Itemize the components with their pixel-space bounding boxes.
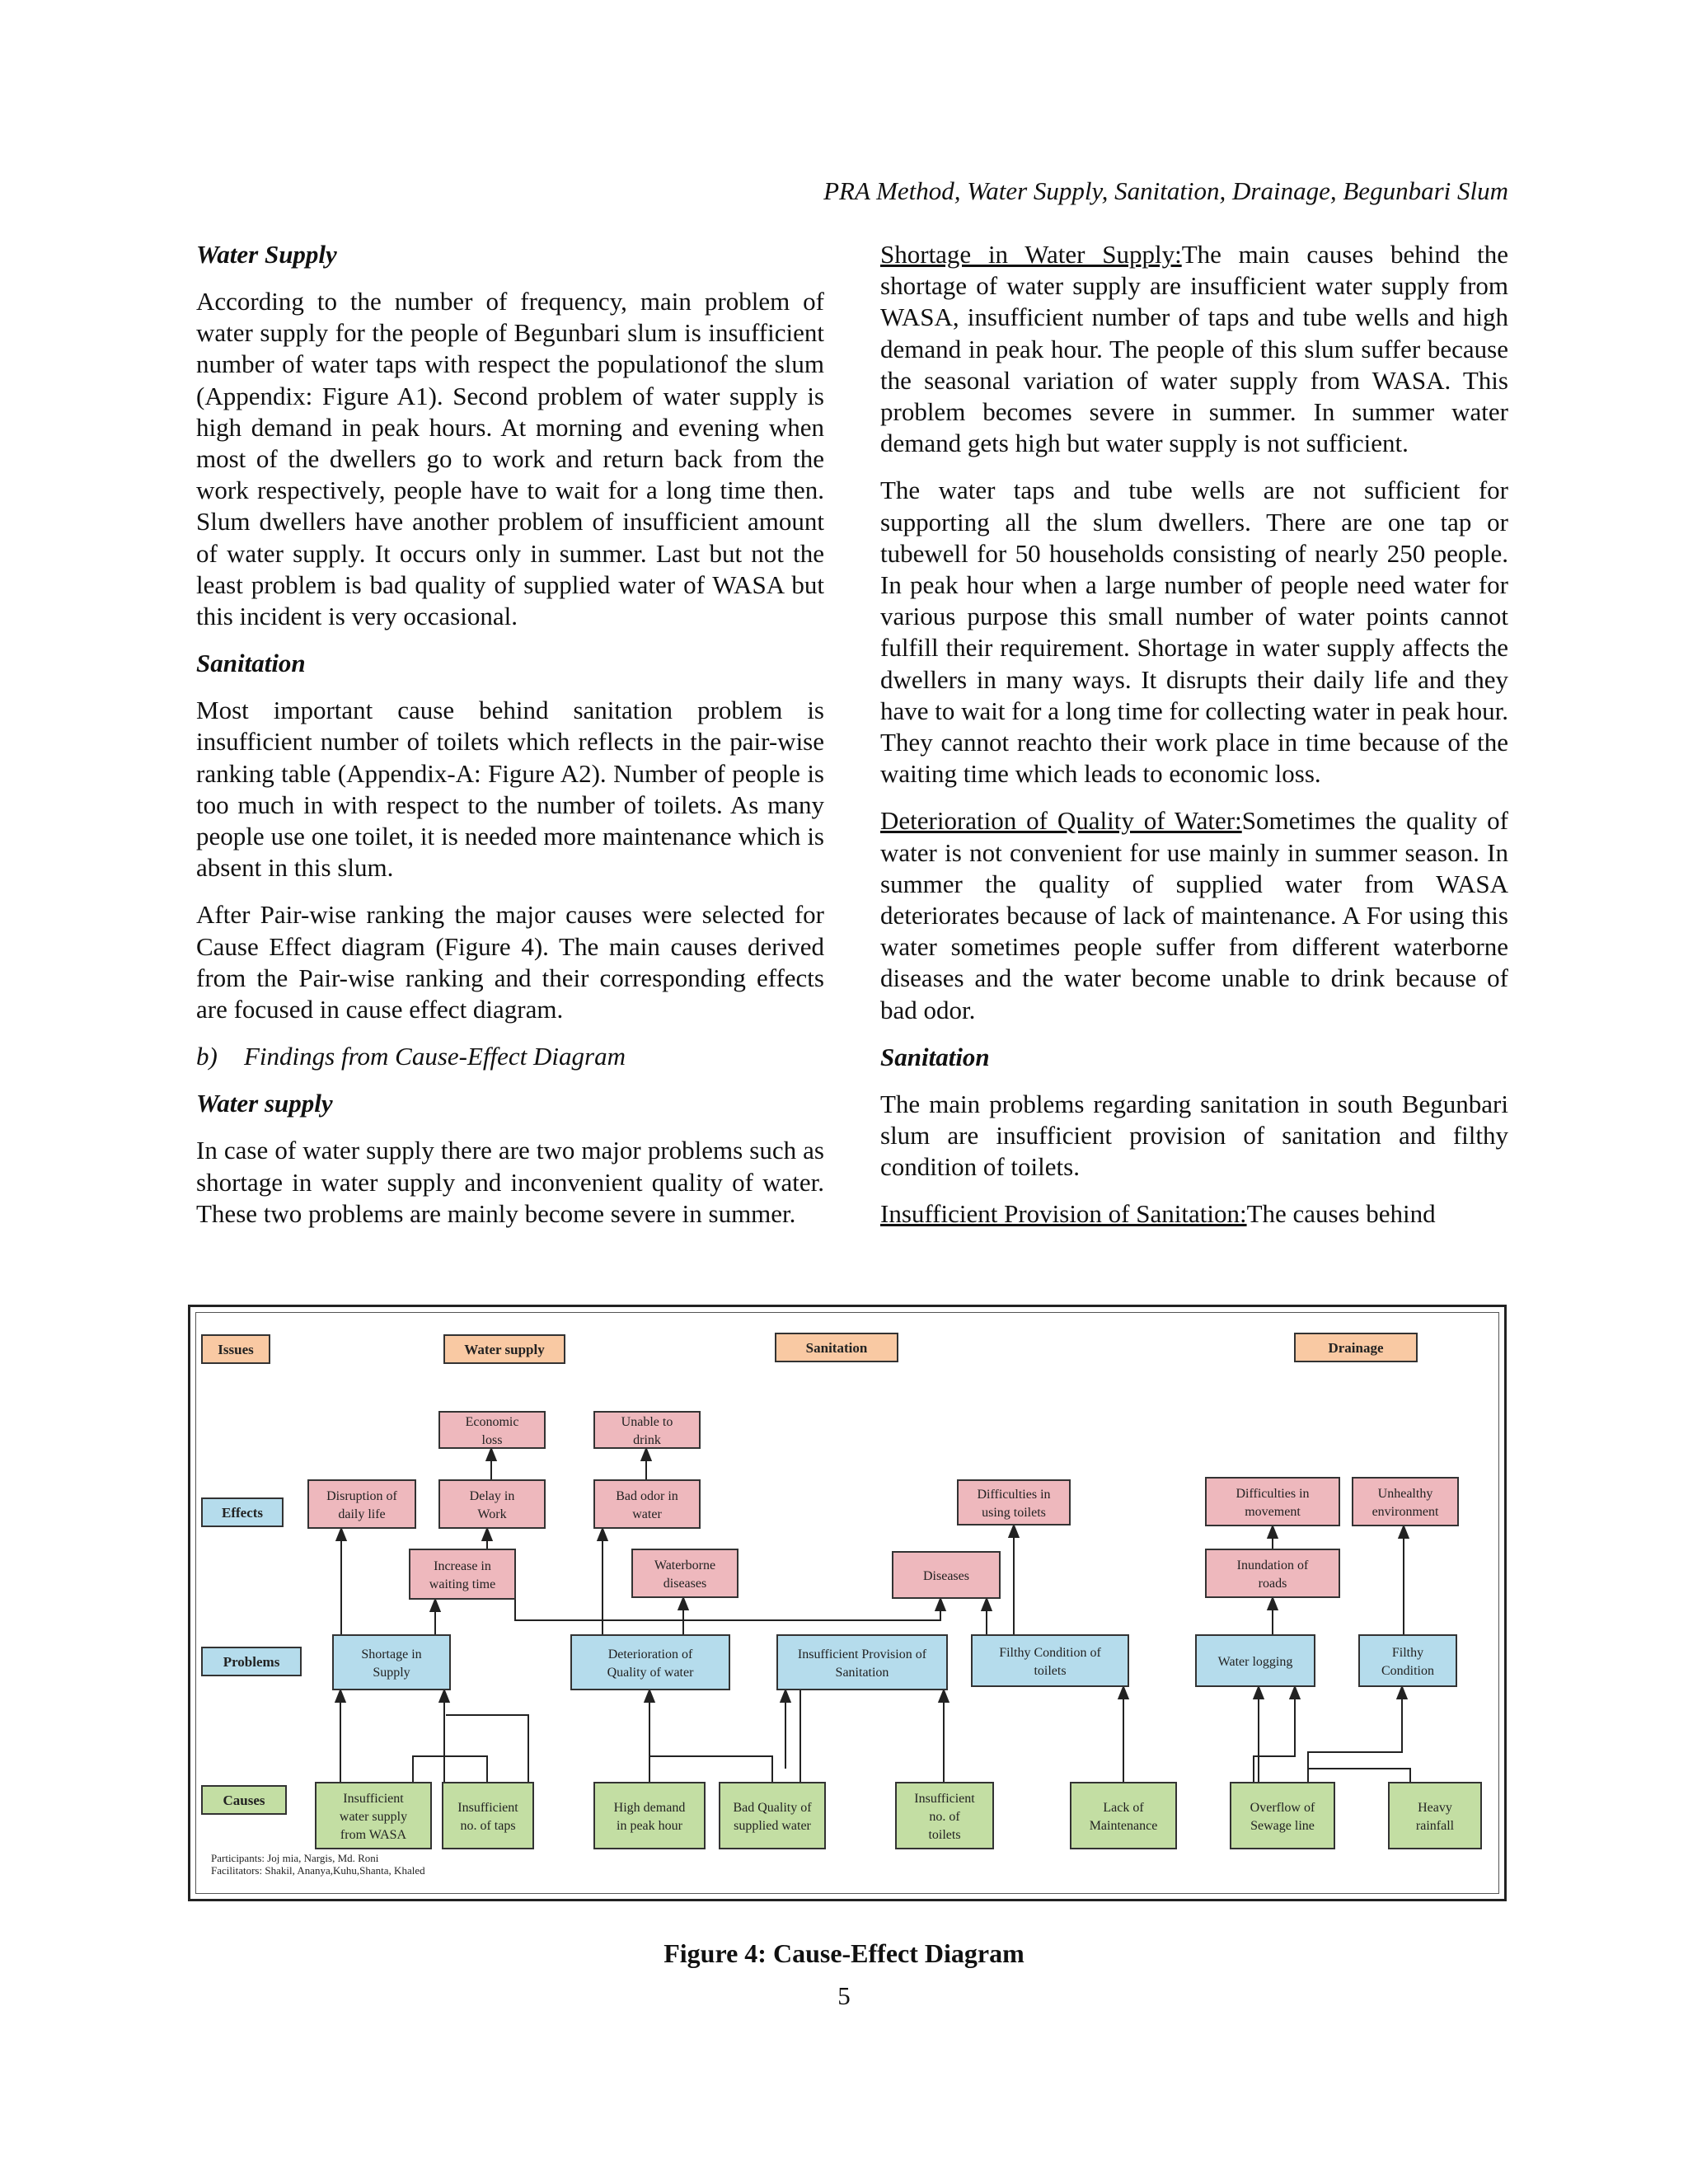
row-causes-label: Causes (223, 1793, 265, 1808)
issue-drainage (1295, 1333, 1417, 1361)
effect-bad-odor-label: water (632, 1507, 662, 1521)
cause-insufficient-wasa (316, 1783, 431, 1849)
cause-heavy-rainfall-shape (1389, 1783, 1481, 1849)
effect-waterborne-label: Waterborne (654, 1558, 716, 1572)
paragraph-shortage-title: Shortage in Water Supply: (880, 240, 1182, 269)
issue-water-supply-shape (444, 1335, 565, 1363)
cause-effect-diagram (190, 1307, 1509, 1904)
effect-unable-to-drink-label: drink (633, 1433, 661, 1447)
effect-delay-label: Delay in (469, 1489, 515, 1503)
effect-difficulties-toilets-label: using toilets (982, 1506, 1046, 1520)
conn-shortage-top-link (515, 1598, 940, 1620)
paragraph-water-taps: The water taps and tube wells are not sufficient for supporting all the slum dwellers. There are one tap or tubewell for 50 households consisting of nearly 250 people. In peak hour when a large number of people need water for various purpose this small number of water points cannot fulfill their requirement. Shortage in water supply affects the dwellers in many ways. It disrupts their daily life and they have to wait for a long time for collecting water in peak hour. They cannot reachto their work place in time because of the waiting time which leads to economic loss. (880, 476, 1508, 789)
row-causes (202, 1786, 286, 1814)
issue-drainage-label: Drainage (1328, 1340, 1384, 1356)
issue-sanitation (776, 1333, 898, 1361)
effect-waiting-time-label: waiting time (429, 1577, 496, 1591)
effect-delay (439, 1480, 545, 1528)
effect-waiting-time-label: Increase in (434, 1559, 491, 1573)
paragraph-deterioration-text: Sometimes the quality of water is not convenient for use mainly in summer season. In summer the quality of supplied water from WASA deteriorates because of lack of maintenance. A For using this water sometimes people suffer from different waterborne diseases and the water become unable to drink because of bad odor. (880, 806, 1508, 1024)
problem-filthy-toilets-label: toilets (1034, 1664, 1067, 1678)
effect-disruption-label: Disruption of (326, 1489, 397, 1503)
effect-unable-to-drink (594, 1412, 700, 1448)
cause-bad-quality-shape (720, 1783, 825, 1849)
cause-high-demand-shape (594, 1783, 705, 1849)
heading-sanitation-right: Sanitation (880, 1042, 990, 1071)
effect-economic-loss-label: Economic (465, 1415, 519, 1429)
cause-insufficient-taps-shape (443, 1783, 533, 1849)
problem-insufficient-provision (777, 1635, 947, 1690)
conn-wasa-shortage-b (413, 1756, 487, 1783)
cause-bad-quality-label: Bad Quality of (733, 1801, 812, 1815)
problem-insufficient-provision-shape (777, 1635, 947, 1690)
effect-bad-odor-shape (594, 1480, 700, 1528)
effect-diseases (893, 1552, 1000, 1598)
cause-lack-maintenance-label: Lack of (1103, 1801, 1144, 1815)
problem-water-logging-label: Water logging (1217, 1655, 1293, 1669)
effect-unable-to-drink-label: Unable to (621, 1415, 673, 1429)
effect-inundation-shape (1206, 1549, 1339, 1597)
cause-insufficient-wasa-shape (316, 1783, 431, 1849)
problem-filthy-toilets (972, 1635, 1128, 1686)
cause-bad-quality (720, 1783, 825, 1849)
row-issues-shape (202, 1335, 270, 1363)
problem-water-logging-shape (1196, 1635, 1315, 1686)
effect-difficulties-movement-label: Difficulties in (1236, 1487, 1310, 1501)
cause-insufficient-wasa-label: water supply (339, 1810, 408, 1824)
cause-heavy-rainfall-label: Heavy (1418, 1801, 1452, 1815)
effect-economic-loss-shape (439, 1412, 545, 1448)
problem-deterioration-label: Deterioration of (607, 1647, 693, 1661)
cause-heavy-rainfall-label: rainfall (1415, 1819, 1455, 1833)
problem-insufficient-provision-label: Sanitation (835, 1666, 889, 1680)
cause-high-demand-label: in peak hour (617, 1819, 682, 1833)
effect-disruption (308, 1480, 415, 1528)
effect-diseases-shape (893, 1552, 1000, 1598)
heading-water-supply-2: Water supply (196, 1089, 333, 1118)
paragraph-water-supply: According to the number of frequency, main problem of water supply for the people of Begunbari slum is insufficient number of water taps with respect the populationof the slum (Appendix: Figure A1). Second problem of water supply is high demand in peak hours. At morning and evening when most of the dwellers go to work and return back from the work respectively, people have to wait for a long time then. Slum dwellers have another problem of insufficient amount of water supply. It occurs only in summer. Last but not the least problem is bad quality of supplied water of WASA but this incident is very occasional. (196, 287, 824, 631)
row-causes-shape (202, 1786, 286, 1814)
heading-sanitation: Sanitation (196, 649, 306, 678)
conn-taps-shortage (446, 1715, 528, 1783)
diagram-connectors (340, 1448, 1410, 1783)
effect-waiting-time (410, 1549, 515, 1599)
cause-lack-maintenance-label: Maintenance (1089, 1819, 1158, 1833)
issue-water-supply-label: Water supply (464, 1342, 545, 1357)
paragraph-deterioration-title: Deterioration of Quality of Water: (880, 806, 1242, 836)
effect-unhealthy-label: environment (1372, 1505, 1439, 1519)
cause-lack-maintenance-shape (1071, 1783, 1176, 1849)
effect-unhealthy-shape (1353, 1478, 1458, 1526)
problem-shortage-label: Supply (373, 1666, 410, 1680)
row-effects (202, 1498, 283, 1526)
problem-shortage (333, 1635, 450, 1690)
effect-difficulties-toilets-label: Difficulties in (977, 1488, 1051, 1502)
row-problems-label: Problems (223, 1654, 280, 1670)
effect-inundation-label: roads (1258, 1577, 1287, 1591)
cause-overflow-label: Overflow of (1250, 1801, 1315, 1815)
cause-heavy-rainfall (1389, 1783, 1481, 1849)
subheading-text: Findings from Cause-Effect Diagram (244, 1042, 626, 1071)
row-problems-shape (202, 1647, 301, 1675)
problem-filthy-toilets-shape (972, 1635, 1128, 1686)
effect-unhealthy (1353, 1478, 1458, 1526)
effect-difficulties-toilets (958, 1480, 1070, 1525)
problem-filthy-condition-label: Condition (1381, 1664, 1435, 1678)
subheading-findings (196, 1041, 824, 1072)
paragraph-deterioration (880, 805, 1508, 1025)
paragraph-insufficient-provision-title: Insufficient Provision of Sanitation: (880, 1199, 1247, 1229)
cause-effect-figure (188, 1305, 1507, 1901)
effect-difficulties-movement-shape (1206, 1478, 1339, 1526)
cause-high-demand (594, 1783, 705, 1849)
cause-insufficient-taps-label: Insufficient (457, 1801, 518, 1815)
cause-insufficient-toilets (896, 1783, 993, 1849)
effect-disruption-label: daily life (338, 1507, 386, 1521)
problem-filthy-condition-label: Filthy (1391, 1646, 1424, 1660)
paragraph-shortage-text: The main causes behind the shortage of water supply are insufficient water supply from WASA, insufficient number of taps and tube wells and high demand in peak hour. The people of this slum suffer because the seasonal variation of water supply from WASA. This problem becomes severe in summer. In summer water demand gets high but water supply is not sufficient. (880, 240, 1508, 458)
cause-insufficient-wasa-label: Insufficient (343, 1792, 404, 1806)
effect-unhealthy-label: Unhealthy (1377, 1487, 1433, 1501)
paragraph-shortage (880, 239, 1508, 459)
cause-overflow-label: Sewage line (1250, 1819, 1315, 1833)
problem-insufficient-provision-label: Insufficient Provision of (797, 1647, 927, 1661)
cause-overflow (1231, 1783, 1334, 1849)
row-effects-label: Effects (221, 1505, 264, 1521)
problem-deterioration (571, 1635, 729, 1690)
paragraph-pairwise: After Pair-wise ranking the major causes were selected for Cause Effect diagram (Figure 4). The main causes derived from the Pair-wise ranking and their corresponding effects are focused in cause effect diagram. (196, 900, 824, 1024)
conn-overflow-filthy (1308, 1686, 1402, 1769)
left-column (196, 239, 824, 1245)
diagram-boxes (202, 1333, 1481, 1849)
issue-sanitation-shape (776, 1333, 898, 1361)
paragraph-sanitation-problems: The main problems regarding sanitation in south Begunbari slum are insufficient provision of sanitation and filthy condition of toilets. (880, 1089, 1508, 1182)
problem-filthy-condition-shape (1359, 1635, 1456, 1686)
participants-note: Participants: Joj mia, Nargis, Md. Roni (211, 1852, 379, 1864)
effect-waterborne-shape (632, 1549, 738, 1597)
problem-deterioration-label: Quality of water (607, 1666, 694, 1680)
effect-economic-loss (439, 1412, 545, 1448)
effect-diseases-label: Diseases (923, 1569, 969, 1583)
cause-high-demand-label: High demand (613, 1801, 686, 1815)
cause-insufficient-wasa-label: from WASA (340, 1828, 407, 1842)
problem-shortage-shape (333, 1635, 450, 1690)
effect-disruption-shape (308, 1480, 415, 1528)
problem-deterioration-shape (571, 1635, 729, 1690)
issue-water-supply (444, 1335, 565, 1363)
paragraph-two-problems: In case of water supply there are two major problems such as shortage in water supply and inconvenient quality of water. These two problems are mainly become severe in summer. (196, 1136, 824, 1228)
problem-water-logging (1196, 1635, 1315, 1686)
problem-shortage-label: Shortage in (361, 1647, 422, 1661)
figure-caption: Figure 4: Cause-Effect Diagram (663, 1938, 1025, 1968)
conn-high-bad-link (649, 1756, 772, 1783)
effect-waterborne-label: diseases (663, 1577, 707, 1591)
effect-difficulties-movement (1206, 1478, 1339, 1526)
cause-overflow-shape (1231, 1783, 1334, 1849)
effect-inundation (1206, 1549, 1339, 1597)
cause-insufficient-toilets-label: Insufficient (914, 1792, 975, 1806)
effect-waterborne (632, 1549, 738, 1597)
running-head: PRA Method, Water Supply, Sanitation, Drainage, Begunbari Slum (823, 176, 1508, 205)
problem-filthy-toilets-label: Filthy Condition of (999, 1646, 1101, 1660)
effect-delay-shape (439, 1480, 545, 1528)
cause-insufficient-taps-label: no. of taps (460, 1819, 516, 1833)
conn-overflow-link (1254, 1686, 1295, 1783)
cause-insufficient-toilets-label: toilets (928, 1828, 961, 1842)
paragraph-insufficient-provision-text: The causes behind (1246, 1199, 1436, 1229)
effect-difficulties-toilets-shape (958, 1480, 1070, 1525)
subheading-label: b) (196, 1042, 218, 1071)
cause-insufficient-toilets-label: no. of (929, 1810, 960, 1824)
cause-insufficient-taps (443, 1783, 533, 1849)
issue-sanitation-label: Sanitation (805, 1340, 868, 1356)
conn-heavy-link (1308, 1769, 1410, 1783)
effect-inundation-label: Inundation of (1236, 1558, 1309, 1572)
right-column (880, 239, 1508, 1246)
page-number: 5 (837, 1981, 851, 2010)
heading-water-supply: Water Supply (196, 240, 337, 269)
paragraph-sanitation: Most important cause behind sanitation problem is insufficient number of toilets which reflects in the pair-wise ranking table (Appendix-A: Figure A2). Number of people is too much in with respect to the number of toilets. As many people use one toilet, it is needed more maintenance which is absent in this slum. (196, 696, 824, 883)
effect-economic-loss-label: loss (481, 1433, 503, 1447)
problem-filthy-condition (1359, 1635, 1456, 1686)
row-effects-shape (202, 1498, 283, 1526)
effect-unable-to-drink-shape (594, 1412, 700, 1448)
issue-drainage-shape (1295, 1333, 1417, 1361)
effect-waiting-time-shape (410, 1549, 515, 1599)
paragraph-insufficient-provision (880, 1198, 1508, 1230)
effect-bad-odor (594, 1480, 700, 1528)
effect-bad-odor-label: Bad odor in (616, 1489, 678, 1503)
cause-insufficient-toilets-shape (896, 1783, 993, 1849)
facilitators-note: Facilitators: Shakil, Ananya,Kuhu,Shanta, Khaled (211, 1864, 425, 1877)
effect-delay-label: Work (477, 1507, 507, 1521)
cause-lack-maintenance (1071, 1783, 1176, 1849)
effect-difficulties-movement-label: movement (1245, 1505, 1301, 1519)
row-issues-label: Issues (218, 1342, 254, 1357)
row-problems (202, 1647, 301, 1675)
cause-bad-quality-label: supplied water (734, 1819, 811, 1833)
row-issues (202, 1335, 270, 1363)
